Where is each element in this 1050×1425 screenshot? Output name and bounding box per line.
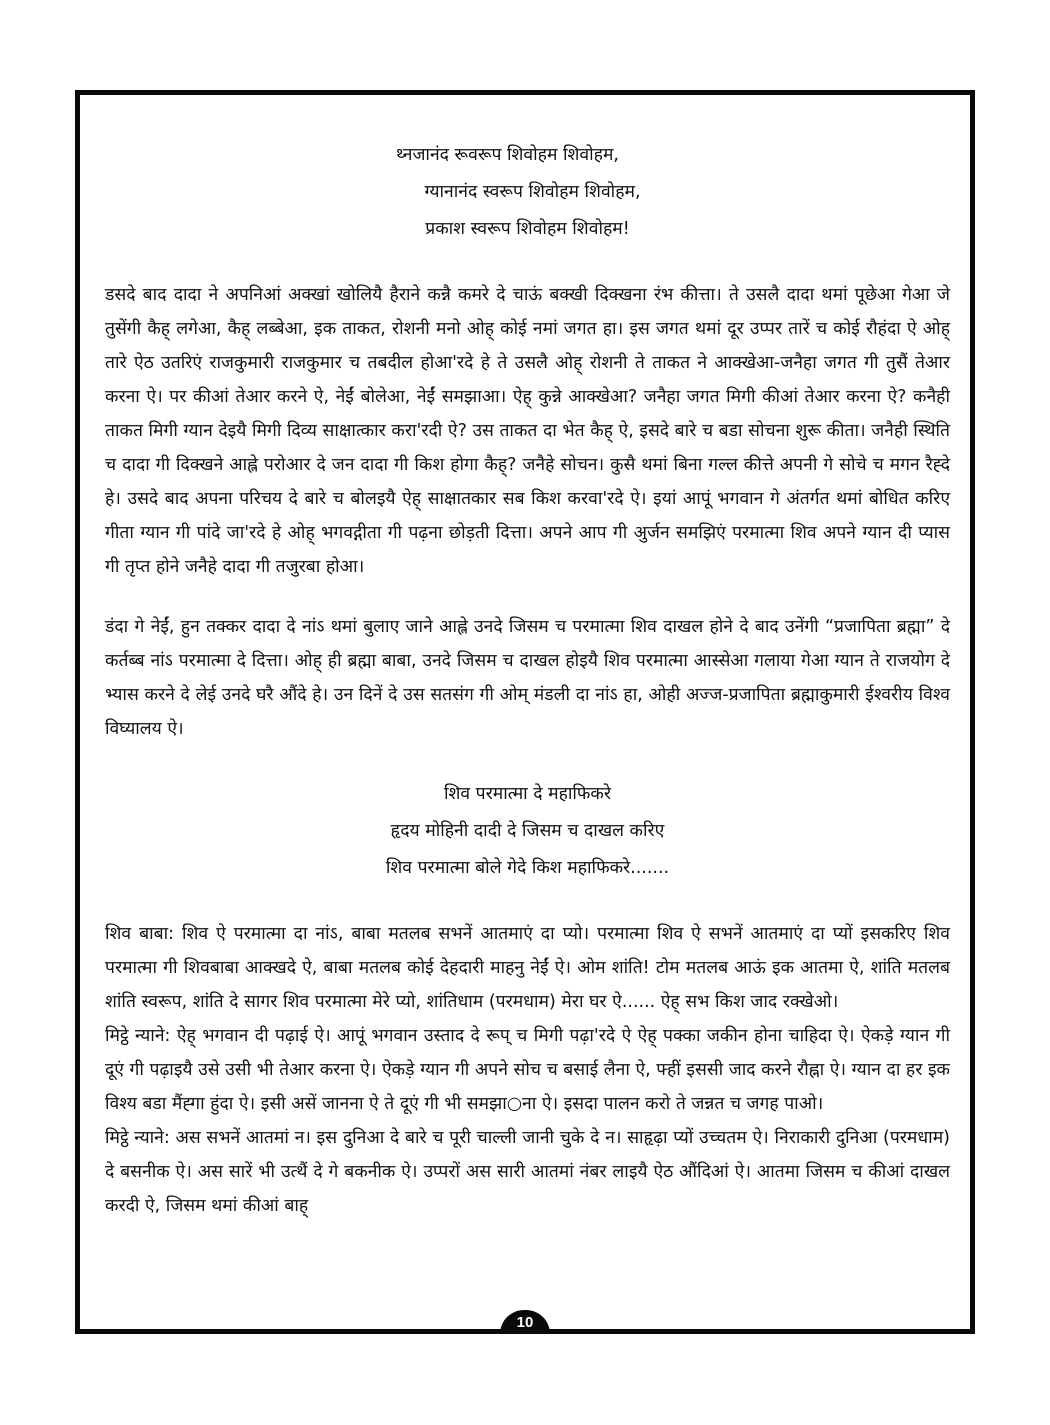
paragraph: डसदे बाद दादा ने अपनिआं अक्खां खोलियै हैराने कन्नै कमरे दे चाऊं बक्खी दिक्खना रंभ कीत्ता। ते उसलै दादा थमां पूछेआ गेआ जे तुसेंगी कैह् लगेआ, कैह् लब्बेआ, इक ताकत, रोशनी मनो ओह् कोई नमां जगत हा। इस जगत थमां दूर उप्पर तारें च कोई रौहंदा ऐ ओह् तारे ऐठ उतरिएं राजकुमारी राजकुमार च तबदील होआ'रदे हे ते उसलै ओह् रोशनी ते ताकत ने आक्खेआ-जनैहा जगत गी तुसैं तेआर करना ऐ। पर कीआं तेआर करने ऐ, नेईं बोलेआ, नेईं समझाआ। ऐह् कुन्ने आक्खेआ? जनैहा जगत मिगी कीआं तेआर करना ऐ? कनैही ताकत मिगी ग्यान देइयै मिगी दिव्य साक्षात्कार करा'रदी ऐ? उस ताकत दा भेत कैह् ऐ, इसदे बारे च बडा सोचना शुरू कीता। जनैही स्थिति च दादा गी दिक्खने आह्ले परोआर दे जन दादा गी किश होगा कैह्? जनैहे सोचन। कुसै थमां बिना गल्ल कीत्ते अपनी गे सोचे च मगन रैह्दे हे। उसदे बाद अपना परिचय दे बारे च बोलइयै ऐह् साक्षातकार सब किश करवा'रदे ऐ। इयां आपूं भगवान गे अंतर्गत थमां बोधित करिए गीता ग्यान गी पांदे जा'रदे हे ओह् भगवद्गीता गी पढ़ना छोड़ती दित्ता। अपने आप गी अुर्जन समझिएं परमात्मा शिव अपने ग्यान दी प्यास गी तृप्त होने जनैहे दादा गी तजुरबा होआ। [105,285,950,577]
verse-line: थ्नजानंद रूवरूप शिवोहम शिवोहम, [395,145,619,165]
paragraph: शिव बाबा: शिव ऐ परमात्मा दा नांऽ, बाबा मतलब सभनें आतमाएं दा प्यो। परमात्मा शिव ऐ सभनें आतमाएं दा प्यों इसकरिए शिव परमात्मा गी शिवबाबा आक्खदे ऐ, बाबा मतलब कोई देहदारी माहनु नेईं ऐ। ओम शांति! टोम मतलब आऊं इक आतमा ऐ, शांति मतलब शांति स्वरूप, शांति दे सागर शिव परमात्मा मेरे प्यो, शांतिधाम (परमधाम) मेरा घर ऐ...... ऐह् सभ किश जाद रक्खेओ। [105,924,950,1012]
page-content [105,137,950,1223]
verse-line: शिव परमात्मा दे महाफिकरे [443,784,612,804]
verse-line: शिव परमात्मा बोले गेदे किश महाफिकरे....... [385,858,670,878]
verse-line: प्रकाश स्वरूप शिवोहम शिवोहम! [425,219,630,239]
paragraph: मिट्ठे न्याने: ऐह् भगवान दी पढ़ाई ऐ। आपूं भगवान उस्ताद दे रूप् च मिगी पढ़ा'रदे ऐ ऐह् पक्का जकीन होना चाहिदा ऐ। ऐकड़े ग्यान गी दूएं गी पढ़ाइयै उसे उसी भी तेआर करना ऐ। ऐकड़े ग्यान गी अपने सोच च बसाई लैना ऐ, फ्हीं इससी जाद करने रौह्ना ऐ। ग्यान दा हर इक विश्य बडा मैंह्गा हुंदा ऐ। इसी असें जानना ऐ ते दूएं गी भी समझा○ना ऐ। इसदा पालन करो ते जन्नत च जगह पाओ। [105,1026,950,1114]
page-frame [75,90,975,1334]
verse-line: हृदय मोहिनी दादी दे जिसम च दाखल करिए [390,821,665,841]
verse-line: ग्यानानंद स्वरूप शिवोहम शिवोहम, [424,182,641,202]
verse-middle [105,776,950,887]
page-number-badge: 10 [500,1310,550,1334]
paragraph: मिट्ठे न्याने: अस सभनें आतमां न। इस दुनिआ दे बारे च पूरी चाल्ली जानी चुके दे न। साहृढ़ा प्यों उच्चतम ऐ। निराकारी दुनिआ (परमधाम) दे बसनीक ऐ। अस सारें भी उत्थैं दे गे बकनीक ऐ। उप्परों अस सारी आतमां नंबर लाइयै ऐठ औंदिआं ऐ। आतमा जिसम च कीआं दाखल करदी ऐ, जिसम थमां कीआं बाह् [105,1128,950,1216]
verse-top [105,137,950,248]
paragraph: डंदा गे नेईं, हुन तक्कर दादा दे नांऽ थमां बुलाए जाने आह्ले उनदे जिसम च परमात्मा शिव दाखल होने दे बाद उनेंगी “प्रजापिता ब्रह्मा” दे कर्तब्ब नांऽ परमात्मा दे दित्ता। ओह् ही ब्रह्मा बाबा, उनदे जिसम च दाखल होइयै शिव परमात्मा आस्सेआ गलाया गेआ ग्यान ते राजयोग दे भ्यास करने दे लेई उनदे घरै औंदे हे। उन दिनें दे उस सतसंग गी ओम् मंडली दा नांऽ हा, ओही अज्ज-प्रजापिता ब्रह्माकुमारी ईश्वरीय विश्व विघ्यालय ऐ। [105,617,950,739]
